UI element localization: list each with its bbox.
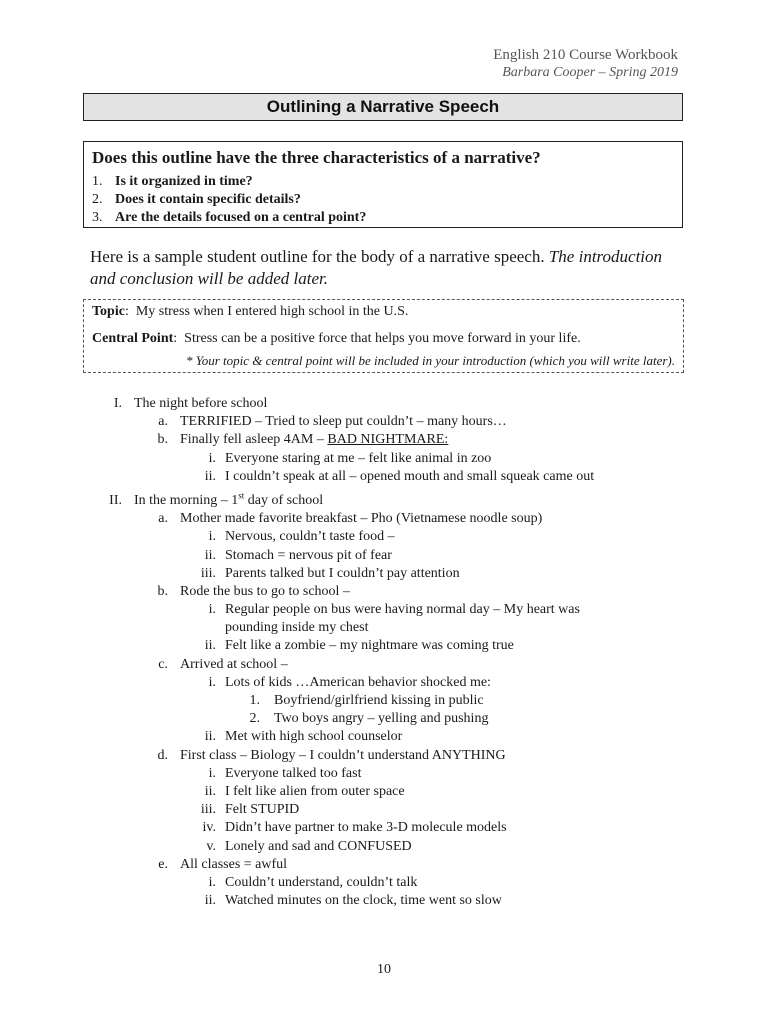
outline-item	[0, 395, 768, 413]
outline-item	[0, 510, 768, 528]
outline-text: Boyfriend/girlfriend kissing in public	[274, 693, 484, 708]
outline-item	[0, 783, 768, 801]
outline-label: iii.	[200, 565, 216, 581]
outline-item	[0, 492, 768, 510]
question-text: Is it organized in time?	[115, 174, 253, 189]
outline-text-part: day of school	[244, 492, 324, 508]
central-point-label: Central Point	[92, 331, 174, 346]
outline-text: Met with high school counselor	[225, 729, 403, 745]
outline-text: pounding inside my chest	[225, 620, 369, 636]
outline-label: a.	[158, 414, 168, 430]
outline-label: a.	[158, 511, 168, 527]
outline-label: iv.	[202, 820, 216, 836]
outline-item	[0, 838, 768, 856]
outline-label: iii.	[200, 802, 216, 818]
outline-label: b.	[157, 583, 168, 599]
question-text: Does it contain specific details?	[115, 192, 301, 207]
outline-item	[0, 856, 768, 874]
outline-text: The night before school	[134, 396, 268, 411]
outline-item	[0, 656, 768, 674]
outline-label: e.	[158, 856, 168, 872]
outline-item	[0, 710, 768, 728]
outline-item	[0, 801, 768, 819]
outline-label: ii.	[204, 729, 216, 745]
outline-label: d.	[157, 747, 168, 763]
outline-item	[0, 528, 768, 546]
outline-text: Lots of kids …American behavior shocked me:	[225, 674, 491, 690]
outline-label: I.	[113, 396, 122, 411]
outline-item	[0, 892, 768, 910]
outline-text: Didn’t have partner to make 3-D molecule models	[225, 820, 507, 836]
outline-text: Rode the bus to go to school –	[180, 583, 350, 599]
outline-text	[180, 431, 448, 449]
central-point-text: Stress can be a positive force that helps you move forward in your life.	[184, 331, 581, 346]
outline-item	[0, 468, 768, 486]
course-title: English 210 Course Workbook	[493, 47, 678, 63]
question-item	[92, 191, 674, 209]
outline-label: c.	[158, 656, 168, 672]
topic-box	[83, 299, 684, 373]
topic-row: Topic: My stress when I entered high school in the U.S.	[92, 304, 409, 319]
central-point-row: Central Point: Stress can be a positive force that helps you move forward in your life.	[92, 331, 581, 346]
outline-item	[0, 728, 768, 746]
intro-text: Here is a sample student outline for the body of a narrative speech.	[90, 247, 549, 266]
outline-item	[0, 674, 768, 692]
question-item	[92, 173, 674, 191]
outline-text-part: Finally fell asleep 4AM –	[180, 432, 328, 448]
ordinal-suffix: st	[238, 490, 245, 501]
outline-text: Everyone talked too fast	[225, 765, 362, 781]
outline-label: i.	[208, 602, 216, 618]
outline-text: Couldn’t understand, couldn’t talk	[225, 874, 418, 890]
outline-label: ii.	[204, 638, 216, 654]
page-title: Outlining a Narrative Speech	[266, 97, 500, 116]
outline-item	[0, 637, 768, 655]
author-term: Barbara Cooper – Spring 2019	[502, 65, 678, 80]
outline-text: Two boys angry – yelling and pushing	[274, 711, 489, 727]
outline-item	[0, 692, 768, 710]
outline-item	[0, 583, 768, 601]
outline-text: Lonely and sad and CONFUSED	[225, 838, 412, 854]
outline-text: TERRIFIED – Tried to sleep put couldn’t – many hours…	[180, 414, 507, 430]
intro-paragraph	[90, 246, 680, 290]
outline-item	[0, 450, 768, 468]
outline-item	[0, 747, 768, 765]
outline-item	[0, 874, 768, 892]
outline-label: ii.	[204, 893, 216, 909]
outline-label: ii.	[204, 468, 216, 484]
outline-text-part: In the morning – 1	[134, 492, 239, 508]
outline-label: i.	[208, 450, 216, 466]
outline-label: ii.	[204, 783, 216, 799]
outline-text: Stomach = nervous pit of fear	[225, 547, 392, 563]
outline-item	[0, 819, 768, 837]
question-item	[92, 209, 674, 227]
outline-label: b.	[157, 432, 168, 448]
outline-text: Felt STUPID	[225, 802, 300, 818]
outline-item	[0, 765, 768, 783]
outline-label: II.	[109, 492, 122, 508]
outline-item	[0, 431, 768, 449]
outline-label: 2.	[249, 711, 260, 727]
outline-text: I couldn’t speak at all – opened mouth and small squeak came out	[225, 468, 595, 484]
outline-label: v.	[206, 838, 216, 854]
question-number: 3.	[92, 210, 103, 225]
outline-text: All classes = awful	[180, 856, 288, 872]
question-text: Are the details focused on a central point?	[115, 210, 367, 225]
speech-outline	[0, 395, 768, 910]
outline-item	[0, 565, 768, 583]
question-number: 2.	[92, 192, 103, 207]
outline-label: i.	[208, 874, 216, 890]
outline-text: Everyone staring at me – felt like animal in zoo	[225, 450, 492, 466]
outline-label: i.	[208, 529, 216, 545]
topic-note: * Your topic & central point will be included in your introduction (which you will write later).	[185, 353, 675, 368]
question-number: 1.	[92, 174, 103, 189]
topic-label: Topic	[92, 304, 125, 319]
intro-italic-text: The introduction and conclusion will be added later.	[90, 247, 663, 288]
outline-label: 1.	[249, 693, 260, 708]
outline-underlined-text: BAD NIGHTMARE:	[327, 432, 449, 448]
topic-text: My stress when I entered high school in the U.S.	[135, 304, 409, 319]
outline-label: i.	[208, 765, 216, 781]
page-number: 10	[377, 962, 391, 977]
outline-item	[0, 413, 768, 431]
outline-text: Arrived at school –	[180, 656, 288, 672]
outline-text: Parents talked but I couldn’t pay attention	[225, 565, 460, 581]
outline-text: Regular people on bus were having normal day – My heart was	[225, 602, 580, 618]
questions-box	[83, 141, 683, 228]
questions-heading: Does this outline have the three characteristics of a narrative?	[92, 148, 541, 167]
outline-text: I felt like alien from outer space	[225, 783, 405, 799]
page-header	[493, 46, 678, 81]
outline-text: Watched minutes on the clock, time went so slow	[225, 893, 502, 909]
outline-label: i.	[208, 674, 216, 690]
outline-text	[134, 492, 323, 510]
outline-label: ii.	[204, 547, 216, 563]
outline-item	[0, 547, 768, 565]
outline-text: Nervous, couldn’t taste food –	[225, 529, 395, 545]
title-box	[83, 93, 683, 121]
outline-text: First class – Biology – I couldn’t understand ANYTHING	[180, 747, 506, 763]
outline-text: Felt like a zombie – my nightmare was coming true	[225, 638, 514, 654]
outline-item	[0, 601, 768, 619]
outline-item-continuation	[0, 619, 768, 637]
outline-text: Mother made favorite breakfast – Pho (Vietnamese noodle soup)	[180, 511, 543, 527]
